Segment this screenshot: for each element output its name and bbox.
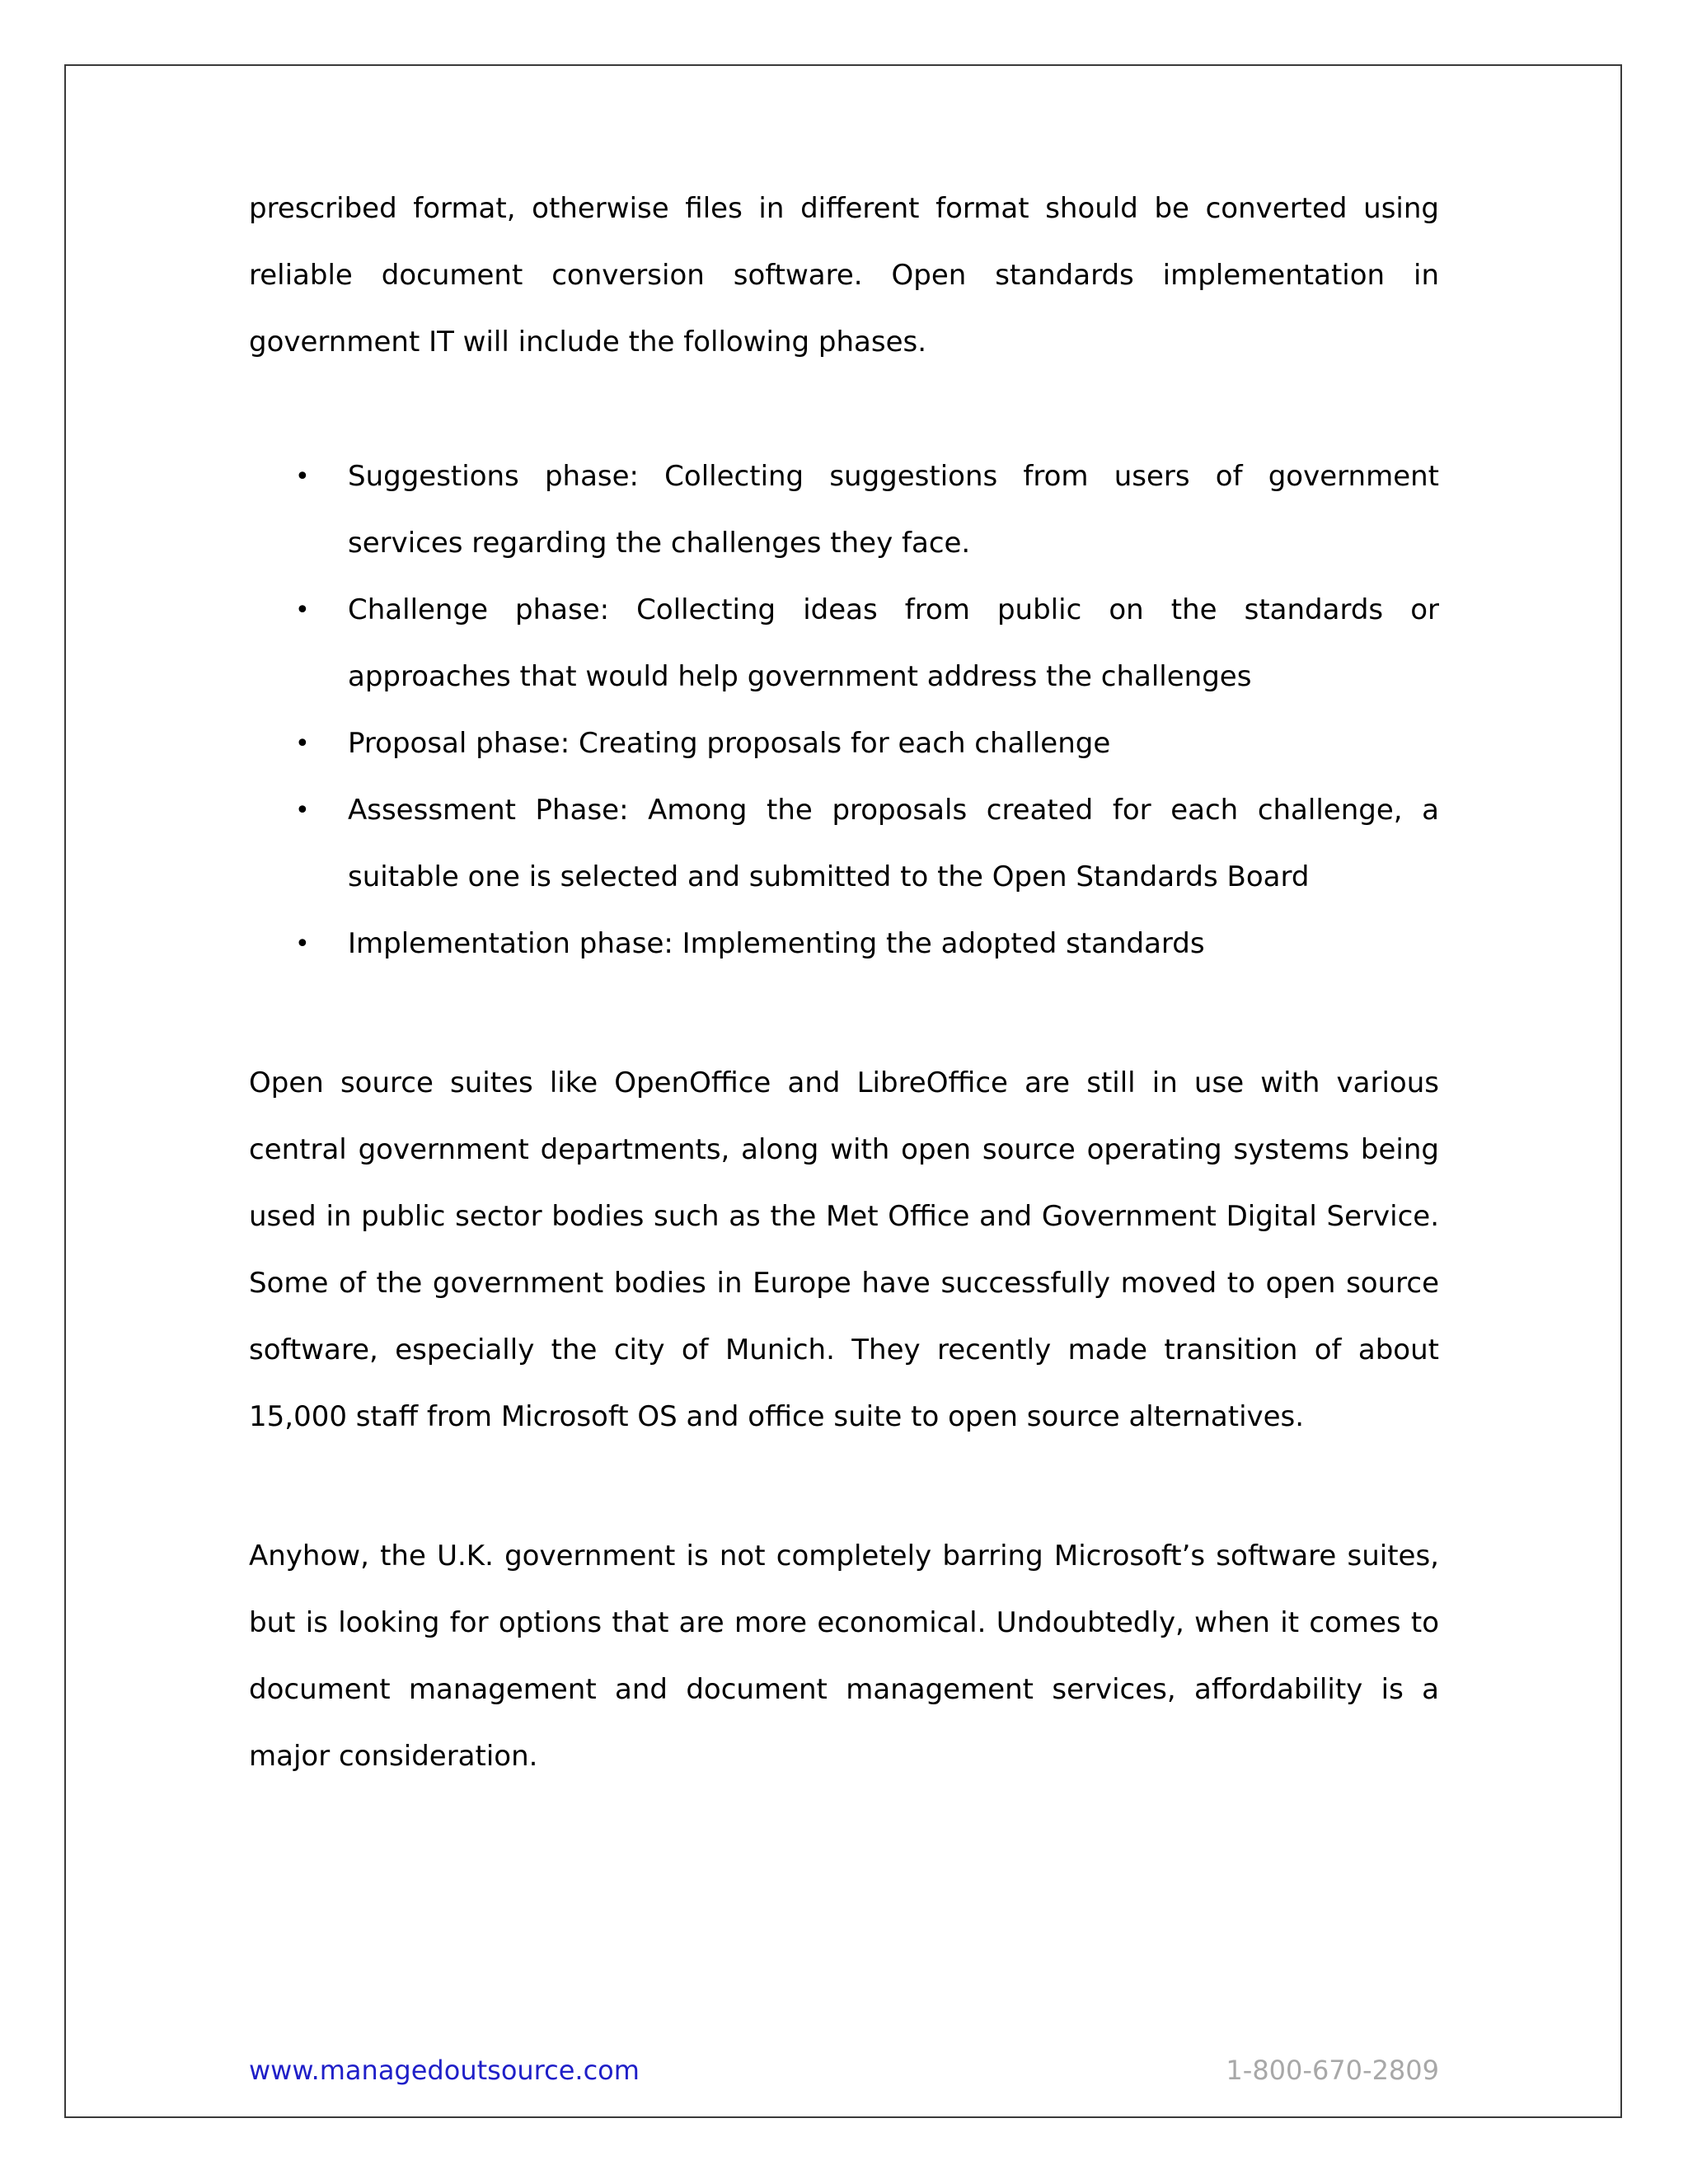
spacer (249, 1451, 1439, 1523)
list-item (249, 710, 1439, 777)
footer-website-link[interactable]: www.managedoutsource.com (249, 2055, 640, 2086)
bullet-icon: • (295, 930, 310, 958)
spacer (249, 376, 1439, 443)
list-item-text: Proposal phase: Creating proposals for each challenge (348, 727, 1111, 760)
list-item-text: Suggestions phase: Collecting suggestions from users of government services regarding the challenges they face. (348, 460, 1439, 560)
open-source-paragraph: Open source suites like OpenOffice and LibreOffice are still in use with various central government departments, along with open source operating systems being used in public sector bodies such as the Met Office and Government Digital Service. Some of the government bodies in Europe have successfully moved to open source software, especially the city of Munich. They recently made transition of about 15,000 staff from Microsoft OS and office suite to open source alternatives. (249, 1066, 1439, 1433)
list-item-text: Challenge phase: Collecting ideas from public on the standards or approaches that would help government address the challenges (348, 593, 1439, 693)
phases-list (249, 443, 1439, 977)
list-item (249, 577, 1439, 710)
intro-paragraph: prescribed format, otherwise files in different format should be converted using reliable document conversion software. Open standards implementation in government IT will include the following phases. (249, 192, 1439, 359)
bullet-icon: • (295, 462, 310, 491)
list-item (249, 911, 1439, 977)
footer-phone-number: 1-800-670-2809 (1226, 2055, 1439, 2086)
bullet-icon: • (295, 596, 310, 625)
bullet-icon: • (295, 796, 310, 825)
list-item (249, 777, 1439, 911)
list-item (249, 443, 1439, 577)
spacer (249, 977, 1439, 1050)
list-item-text: Assessment Phase: Among the proposals created for each challenge, a suitable one is selected and submitted to the Open Standards Board (348, 794, 1439, 893)
document-body (249, 176, 1439, 1790)
uk-government-paragraph: Anyhow, the U.K. government is not completely barring Microsoft’s software suites, but is looking for options that are more economical. Undoubtedly, when it comes to document management and document management services, affordability is a major consideration. (249, 1540, 1439, 1773)
list-item-text: Implementation phase: Implementing the adopted standards (348, 927, 1205, 960)
bullet-icon: • (295, 729, 310, 758)
